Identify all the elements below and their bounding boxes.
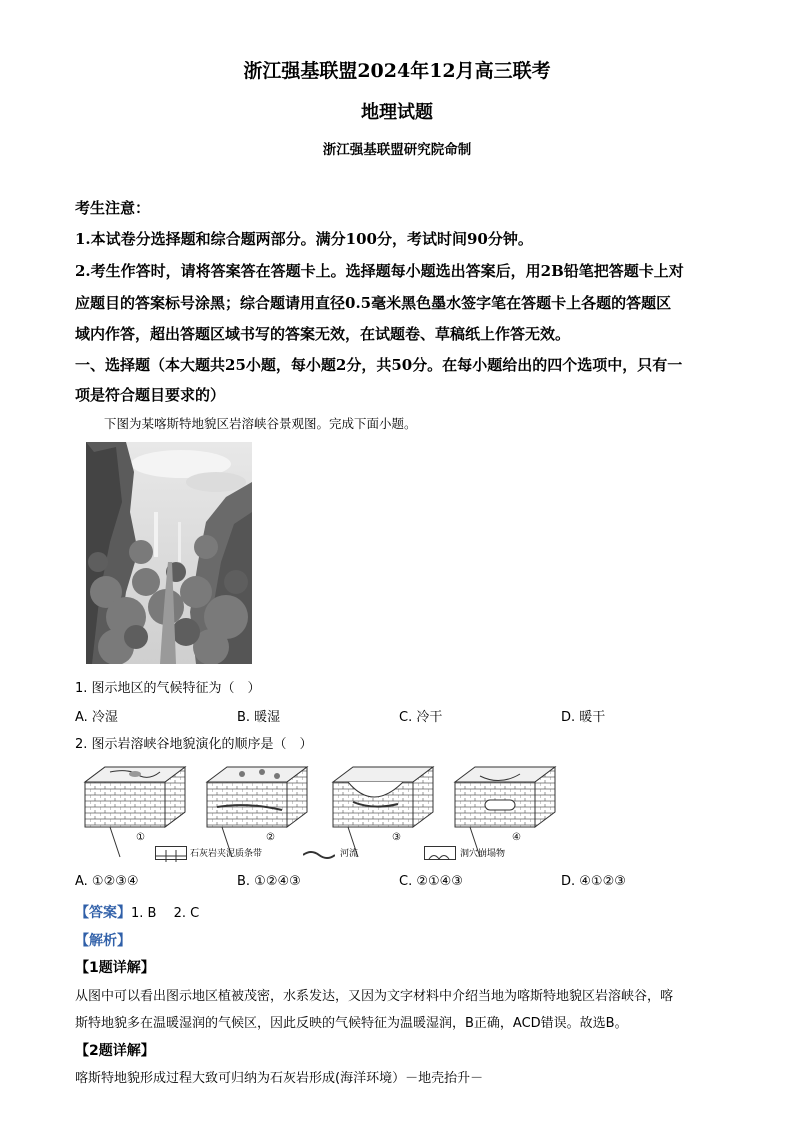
diagram-label-2: ② [266, 832, 275, 843]
detail-2-label: 【2题详解】 [75, 1043, 155, 1059]
q1-option-a[interactable]: A. 冷湿 [75, 710, 118, 725]
legend-collapse-label: 洞穴崩塌物 [460, 849, 506, 859]
q2-option-c[interactable]: C. ②①④③ [399, 874, 463, 889]
q2-option-a[interactable]: A. ①②③④ [75, 874, 139, 889]
detail-1-line-1: 从图中可以看出图示地区植被茂密，水系发达，又因为文字材料中介绍当地为喀斯特地貌区岩溶峡谷，喀 [75, 989, 674, 1004]
karst-canyon-photo [86, 442, 252, 664]
legend-strata-label: 石灰岩夹泥质条带 [190, 849, 263, 859]
notice-item-2-line-2: 应题目的答案标号涂黑；综合题请用直径0.5毫米黑色墨水签字笔在答题卡上各题的答题区 [75, 294, 672, 312]
legend-river-label: 河流 [340, 849, 359, 859]
analysis-label: 【解析】 [75, 933, 131, 949]
question-stem: 下图为某喀斯特地貌区岩溶峡谷景观图。完成下面小题。 [104, 416, 417, 431]
answer-label: 【答案】 [75, 905, 131, 921]
notice-item-2-line-1: 2.考生作答时，请将答案答在答题卡上。选择题每小题选出答案后，用2B铅笔把答题卡上对 [75, 262, 684, 280]
detail-1-line-2: 斯特地貌多在温暖湿润的气候区，因此反映的气候特征为温暖湿润，B正确，ACD错误。故选B。 [75, 1016, 628, 1031]
notice-heading: 考生注意： [75, 199, 151, 217]
legend-collapse-swatch [424, 846, 456, 860]
notice-item-1: 1.本试卷分选择题和综合题两部分。满分100分，考试时间90分钟。 [75, 230, 533, 248]
exam-title: 浙江强基联盟2024年12月高三联考 [243, 60, 551, 82]
legend-river-swatch [303, 846, 335, 858]
answer-text: 1. B 2. C [131, 906, 200, 921]
question-2-text: 2. 图示岩溶峡谷地貌演化的顺序是（ ） [75, 737, 313, 752]
diagram-label-1: ① [136, 832, 145, 843]
q1-option-d[interactable]: D. 暖干 [561, 710, 606, 725]
q1-option-b[interactable]: B. 暖湿 [237, 710, 281, 725]
q1-option-c[interactable]: C. 冷干 [399, 710, 443, 725]
subject-title: 地理试题 [361, 102, 433, 123]
q2-option-b[interactable]: B. ①②④③ [237, 874, 301, 889]
issuer-line: 浙江强基联盟研究院命制 [322, 142, 472, 158]
legend-strata-swatch [155, 846, 187, 860]
section-heading-line-2: 项是符合题目要求的） [75, 386, 226, 404]
notice-item-2-line-3: 域内作答，超出答题区域书写的答案无效，在试题卷、草稿纸上作答无效。 [75, 325, 571, 343]
diagram-label-4: ④ [512, 832, 521, 843]
detail-2-line-1: 喀斯特地貌形成过程大致可归纳为石灰岩形成(海洋环境）－地壳抬升－ [75, 1071, 484, 1086]
diagram-label-3: ③ [392, 832, 401, 843]
detail-1-label: 【1题详解】 [75, 960, 155, 976]
q2-option-d[interactable]: D. ④①②③ [561, 874, 626, 889]
question-1-text: 1. 图示地区的气候特征为（ ） [75, 681, 261, 696]
answer-line [75, 902, 199, 922]
section-heading-line-1: 一、选择题（本大题共25小题，每小题2分，共50分。在每小题给出的四个选项中，只有一 [75, 356, 683, 374]
